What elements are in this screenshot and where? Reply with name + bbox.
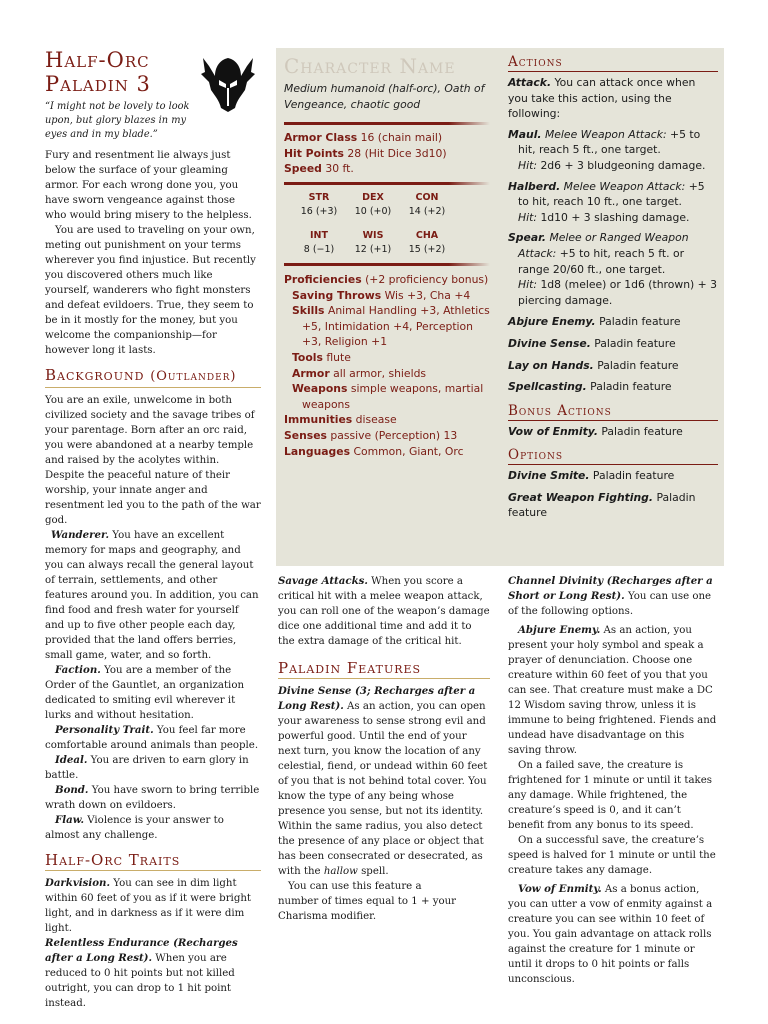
ability-cha-label: CHA <box>415 229 439 241</box>
skills: Skills Animal Handling +3, Athletics +5, Intimidation +4, Perception +3, Religion +1 <box>292 304 490 349</box>
character-quote: “I might not be lovely to look upon, but glory blazes in my eyes and in my blade.” <box>45 101 190 140</box>
armor-proficiency: Armor all armor, shields <box>292 366 427 380</box>
options-heading: Options <box>508 447 718 465</box>
divine-sense-feature: Divine Sense. Paladin feature <box>508 336 676 350</box>
intro-paragraph-2: You are used to traveling on your own, meting out punishment on your terms wherever you find injustice. But recently you discovered others much like yourself, wanderers who fight monsters and defeat evildoers. True, they seem to be in it mostly for the money, but you welcome the companionship—for however long it lasts. <box>45 225 256 356</box>
spellcasting-feature: Spellcasting. Paladin feature <box>508 380 672 394</box>
ideal-text: Ideal. You are driven to earn glory in battle. <box>45 754 249 781</box>
title-line-2: Paladin 3 <box>45 72 151 96</box>
abjure-enemy-feature: Abjure Enemy. Paladin feature <box>508 315 681 329</box>
middle-lower-column <box>278 574 490 924</box>
bonus-actions-heading: Bonus Actions <box>508 403 718 421</box>
creature-type: Medium humanoid (half-orc), Oath of Vengeance, chaotic good <box>284 82 485 111</box>
character-name-field[interactable]: Character Name <box>284 54 456 78</box>
divine-sense-uses: You can use this feature a number of times equal to 1 + your Charisma modifier. <box>278 881 457 922</box>
abjure-enemy-text: Abjure Enemy. As an action, you present your holy symbol and speak a prayer of denunciation. Choose one creature within 60 feet of you that you can see. That creature must make a DC 12 Wisdom saving throw, unless it is immune to being frightened. Fiends and undead have disadvantage on this saving throw. <box>508 624 717 756</box>
ability-con-value: 14 (+2) <box>408 205 446 217</box>
vow-of-enmity-feature: Vow of Enmity. Paladin feature <box>508 424 683 438</box>
ability-int-label: INT <box>310 229 328 241</box>
intro-paragraph-1: Fury and resentment lie always just below the surface of your gleaming armor. For each wrong done you, you have sworn vengeance against those who would bring misery to the helpless. <box>45 150 252 221</box>
senses: Senses passive (Perception) 13 <box>284 428 458 442</box>
proficiency-list <box>284 272 490 459</box>
divine-smite-feature: Divine Smite. Paladin feature <box>508 469 675 483</box>
armor-class: Armor Class 16 (chain mail) <box>284 131 443 145</box>
ability-int-value: 8 (−1) <box>303 243 335 255</box>
left-column <box>45 48 261 1011</box>
divine-sense-text: Divine Sense (3; Recharges after a Long Rest). As an action, you can open your awareness to sense strong evil and powerful good. Until the end of your next turn, you know the location of any celestial, fiend, or undead within 60 feet of you that is not behind total cover. You know the type of any being whose presence you sense, but not its identity. Within the same radius, you also detect the presence of any place or object that has been consecrated or desecrated, as with the hallow spell. <box>278 685 488 877</box>
ability-con-label: CON <box>415 191 439 203</box>
ability-cha-value: 15 (+2) <box>408 243 446 255</box>
flaw-text: Flaw. Violence is your answer to almost any challenge. <box>45 814 224 841</box>
weapons-proficiency: Weapons simple weapons, martial weapons <box>292 382 484 411</box>
bond-text: Bond. You have sworn to bring terrible wrath down on evildoers. <box>45 784 260 811</box>
darkvision-text: Darkvision. You can see in dim light within 60 feet of you as if it were bright light, and in darkness as if it were dim light. <box>45 877 251 934</box>
speed: Speed 30 ft. <box>284 162 354 176</box>
savage-attacks-text: Savage Attacks. When you score a critical hit with a melee weapon attack, you can roll one of the weapon’s damage dice one additional time and add it to the extra damage of the critical hit. <box>278 575 490 647</box>
ability-str-label: STR <box>308 191 330 203</box>
failed-save-text: On a failed save, the creature is frightened for 1 minute or until it takes any damage. While frightened, the creature’s speed is 0, and it can’t benefit from any bonus to its speed. <box>508 760 712 831</box>
relentless-text: Relentless Endurance (Recharges after a Long Rest). When you are reduced to 0 hit points but not killed outright, you can drop to 1 hit point instead. <box>45 937 238 1009</box>
attack-action: Attack. You can attack once when you take this action, using the following: <box>508 76 696 121</box>
background-text: You are an exile, unwelcome in both civilized society and the savage tribes of your parentage. Born after an orc raid, you were abandoned at a nearby temple and raised by the acolytes within. Despite the peaceful nature of their worship, your innate anger and resentment led you to the path of the war god. <box>45 395 261 526</box>
stat-block <box>284 54 490 459</box>
great-weapon-fighting-feature: Great Weapon Fighting. Paladin feature <box>508 490 696 520</box>
channel-divinity-text: Channel Divinity (Recharges after a Short or Long Rest). You can use one of the following options. <box>508 575 713 617</box>
vow-of-enmity-text: Vow of Enmity. As a bonus action, you can utter a vow of enmity against a creature you can see within 10 feet of you. You gain advantage on attack rolls against the creature for 1 minute or until it drops to 0 hit points or falls unconscious. <box>508 883 713 985</box>
ability-wis-label: WIS <box>362 229 384 241</box>
saving-throws: Saving Throws Wis +3, Cha +4 <box>292 288 471 302</box>
faction-text: Faction. You are a member of the Order of the Gauntlet, an organization dedicated to smiting evil wherever it lurks and without hesitation. <box>45 664 245 721</box>
actions-column <box>508 50 718 521</box>
divider-proficiencies <box>284 263 490 266</box>
proficiencies: Proficiencies (+2 proficiency bonus) <box>284 272 489 286</box>
spear-attack: Spear. Melee or Ranged Weapon Attack: +5 to hit, reach 5 ft. or range 20/60 ft., one target. Hit: 1d8 (melee) or 1d6 (thrown) + 3 piercing damage. <box>508 231 718 307</box>
ability-scores <box>292 191 454 257</box>
ability-dex-label: DEX <box>362 191 384 203</box>
ability-dex-value: 10 (+0) <box>354 205 392 217</box>
actions-heading: Actions <box>508 54 718 72</box>
lay-on-hands-feature: Lay on Hands. Paladin feature <box>508 358 679 372</box>
ability-wis-value: 12 (+1) <box>354 243 392 255</box>
ability-str-value: 16 (+3) <box>300 205 338 217</box>
tools: Tools flute <box>292 350 351 364</box>
languages: Languages Common, Giant, Orc <box>284 444 464 458</box>
divider-abilities <box>284 182 490 185</box>
title-block <box>45 48 261 100</box>
successful-save-text: On a successful save, the creature’s speed is halved for 1 minute or until the creature takes any damage. <box>508 835 716 876</box>
hit-points: Hit Points 28 (Hit Dice 3d10) <box>284 146 447 160</box>
halberd-attack: Halberd. Melee Weapon Attack: +5 to hit, reach 10 ft., one target. Hit: 1d10 + 3 slashing damage. <box>508 179 705 224</box>
winged-helm-icon <box>197 52 259 114</box>
paladin-features-heading: Paladin Features <box>278 659 490 679</box>
maul-attack: Maul. Melee Weapon Attack: +5 to hit, reach 5 ft., one target. Hit: 2d6 + 3 bludgeoning damage. <box>508 127 706 172</box>
wanderer-feature: Wanderer. You have an excellent memory for maps and geography, and you can always recall the general layout of terrain, settlements, and other features around you. In addition, you can find food and fresh water for yourself and up to five other people each day, provided that the land offers berries, small game, water, and so forth. <box>45 529 259 661</box>
immunities: Immunities disease <box>284 413 397 427</box>
personality-text: Personality Trait. You feel far more comfortable around animals than people. <box>45 724 259 751</box>
title-line-1: Half-Orc <box>45 48 150 72</box>
right-lower-column <box>508 574 720 987</box>
traits-heading: Half-Orc Traits <box>45 851 261 871</box>
background-heading: Background (Outlander) <box>45 366 261 388</box>
divider-top <box>284 122 490 125</box>
